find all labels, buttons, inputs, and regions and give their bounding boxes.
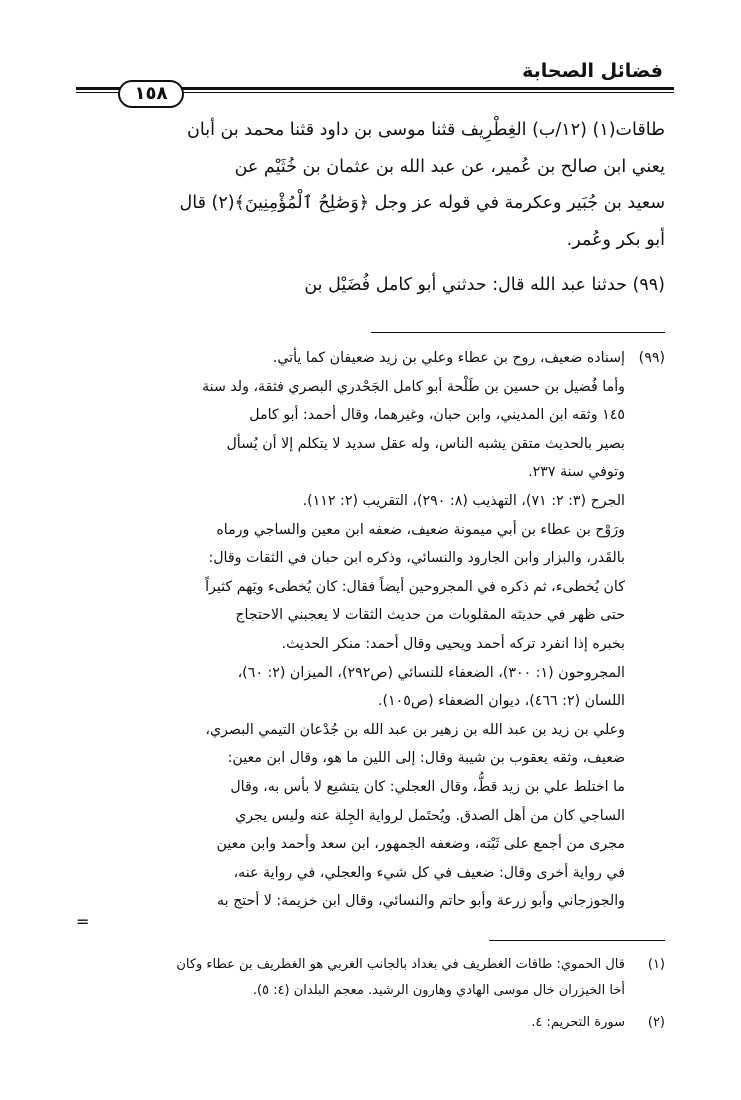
note-line: وعلي بن زيد بن عبد الله بن زهير بن عبد الله بن جُدْعان التيمي البصري، [205, 721, 625, 738]
running-header-title: فضائل الصحابة [522, 60, 663, 82]
note-line: الساجي كان من أهل الصدق. ويُحتَمل لرواية الجِلة عنه وليس يجري [235, 807, 625, 824]
note-line: حتى ظهر في حديثه المقلوبات من حديث الثقات لا يعجبني الاحتجاج [235, 607, 625, 624]
footnote-line: قال الحموي: طاقات الغطريف في بغداد بالجانب الغربي هو الغطريف بن عطاء وكان [176, 957, 625, 972]
note-number: (٩٩) [638, 350, 665, 366]
main-line: طاقات(١) (١٢/ب) الغِطْرِيف قثنا موسى بن داود قثنا محمد بن أبان [187, 120, 665, 140]
note-line: بالقَدر، والبزار وابن الجارود والنسائي، وذكره ابن حبان في الثقات وقال: [208, 550, 625, 567]
main-line: أبو بكر وعُمر. [566, 229, 665, 250]
footnotes-separator [489, 940, 665, 941]
main-line-hadith-99: (٩٩) حدثنا عبد الله قال: حدثني أبو كامل فُضَيْل بن [304, 275, 665, 295]
note-line: ما اختلط علي بن زيد قطُّ، وقال العجلي: كان يتشيع لا بأس به، وقال [230, 778, 625, 795]
continuation-mark: = [76, 912, 90, 931]
note-line: ١٤٥ وثقه ابن المديني، وابن حبان، وغيرهما، وقال أحمد: أبو كامل [249, 407, 625, 424]
note-line: بخبره إذا انفرد تركه أحمد ويحيى وقال أحمد: منكر الحديث. [281, 635, 625, 652]
note-line: كان يُخطىء، ثم ذكره في المجروحين أيضاً فقال: كان يُخطىء ويَهم كثيراً [205, 578, 625, 595]
main-line: يعني ابن صالح بن عُمير، عن عبد الله بن عثمان بن خُثَيْم عن [234, 156, 665, 177]
note-line: ورَوْح بن عطاء بن أبي ميمونة ضعيف، ضعفه ابن معين والساجي ورماه [216, 521, 625, 538]
footnote-line: سورة التحريم: ٤. [531, 1015, 625, 1030]
commentary-notes [67, 344, 665, 916]
note-line: وتوفي سنة ٢٣٧. [528, 464, 625, 481]
footnotes [67, 952, 665, 1036]
note-line: ضعيف، وثقه يعقوب بن شيبة وقال: إلى اللين ما هو، وقال ابن معين: [227, 750, 625, 767]
note-line: مجرى من أجمع على ثَبْته، وضعفه الجمهور، ابن سعد وأحمد وابن معين [216, 836, 625, 853]
note-line: بصير بالحديث متقن يشبه الناس، وله عقل سديد لا يتكلم إلا أن يُسأل [226, 435, 625, 452]
note-line: والجوزجاني وأبو زرعة وأبو حاتم والنسائي، وقال ابن خزيمة: لا أحتج به [217, 893, 625, 910]
page-number: ١٥٨ [118, 80, 184, 108]
note-line: وأما فُضيل بن حسين بن طَلْحة أبو كامل الجَحْدري البصري فثقة، ولد سنة [202, 378, 625, 395]
main-text [67, 112, 665, 304]
note-line: الجرح (٣: ٢: ٧١)، التهذيب (٨: ٢٩٠)، التقريب (٢: ١١٢). [302, 492, 625, 509]
footnote-line: أخا الخيزران خال موسى الهادي وهارون الرشيد. معجم البلدان (٤: ٥). [252, 983, 625, 998]
footnote-number: (١) [647, 957, 665, 972]
main-line: سعيد بن جُبَير وعكرمة في قوله عز وجل ﴿وَصَٰلِحُ ٱلْمُؤْمِنِينَ﴾(٢) قال [179, 193, 665, 213]
note-line: المجروحون (١: ٣٠٠)، الضعفاء للنسائي (ص٢٩٢)، الميزان (٢: ٦٠)، [237, 664, 625, 681]
notes-separator [371, 332, 665, 333]
note-line: اللسان (٢: ٤٦٦)، ديوان الضعفاء (ص١٠٥). [378, 693, 625, 710]
footnote-number: (٢) [647, 1015, 665, 1030]
note-line: في رواية أخرى وقال: ضعيف في كل شيء والعجلي، في رواية عنه، [233, 864, 625, 881]
note-line: إسناده ضعيف، روح بن عطاء وعلي بن زيد ضعيفان كما يأتي. [272, 350, 625, 366]
